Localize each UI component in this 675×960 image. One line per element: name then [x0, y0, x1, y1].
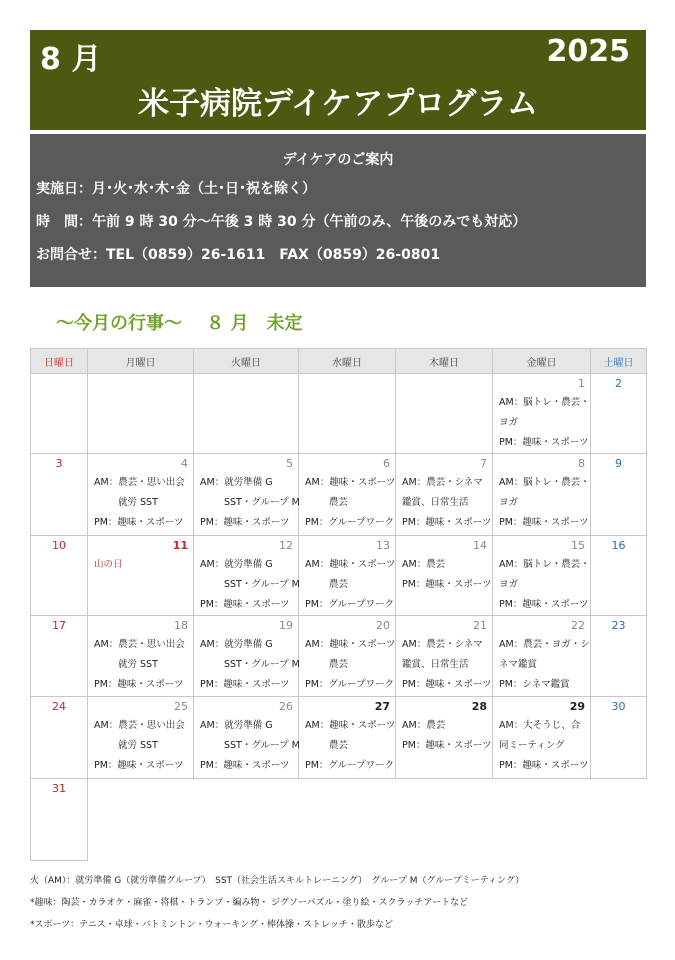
day-number: 28	[471, 700, 487, 713]
calendar-day-cell	[31, 697, 88, 779]
day-number: 31	[52, 782, 66, 795]
calendar-week-row	[31, 697, 647, 779]
day-program	[194, 553, 298, 615]
day-program	[88, 471, 193, 533]
program-line: PM：趣味・スポーツ	[200, 760, 290, 771]
calendar-day-cell	[194, 454, 299, 536]
calendar-week-row	[31, 779, 647, 861]
program-line: AM：趣味・スポーツ	[305, 720, 396, 731]
program-line: ネマ鑑賞	[499, 659, 538, 670]
program-line: AM：趣味・スポーツ	[305, 477, 396, 488]
calendar-week-row	[31, 536, 647, 616]
program-line: PM：趣味・スポーツ	[94, 760, 184, 771]
weekday-header: 金曜日	[493, 349, 591, 374]
calendar-week-row	[31, 374, 647, 454]
program-line: PM：趣味・スポーツ	[200, 517, 290, 528]
weekday-header: 日曜日	[31, 349, 88, 374]
day-number: 8	[578, 457, 585, 470]
program-line: PM：グループワーク	[305, 679, 395, 690]
program-line: AM：農芸	[402, 559, 446, 570]
program-line: SST・グループ M	[224, 579, 300, 590]
calendar-day-cell	[396, 697, 493, 779]
calendar-day-cell	[396, 536, 493, 616]
program-line: 就労 SST	[118, 497, 158, 508]
day-program	[194, 714, 298, 776]
day-number: 7	[480, 457, 487, 470]
day-number: 4	[181, 457, 188, 470]
program-line: AM：脳トレ・農芸・	[499, 477, 590, 488]
footnote-abbrev: 火（AM）：就労準備 G（就労準備グループ） SST（社会生活スキルトレーニング） グループ M（グループミーティング）	[30, 876, 525, 886]
info-panel	[30, 134, 646, 287]
weekday-header-row	[31, 349, 647, 374]
program-line: PM：趣味・スポーツ	[402, 740, 492, 751]
program-line: AM：脳トレ・農芸・	[499, 397, 590, 408]
program-line: 農芸	[329, 659, 349, 670]
day-program	[299, 471, 395, 533]
calendar-day-cell	[31, 454, 88, 536]
program-line: SST・グループ M	[224, 659, 300, 670]
program-line: PM：趣味・スポーツ	[402, 679, 492, 690]
program-line: PM：趣味・スポーツ	[499, 437, 589, 448]
holiday-label: 山の日	[94, 559, 123, 570]
program-line: 農芸	[329, 497, 349, 508]
day-number: 27	[374, 700, 390, 713]
calendar-day-cell	[31, 616, 88, 697]
program-line: 就労 SST	[118, 659, 158, 670]
day-number: 3	[55, 457, 63, 470]
program-line: AM：農芸・シネマ	[402, 477, 483, 488]
program-line: ヨガ	[499, 417, 519, 428]
day-number: 22	[571, 619, 585, 632]
day-program	[88, 714, 193, 776]
program-line: AM：農芸・シネマ	[402, 639, 483, 650]
day-program	[396, 714, 492, 756]
month-label: 8 月	[40, 42, 102, 77]
day-program	[299, 714, 395, 776]
day-program	[396, 633, 492, 695]
calendar-day-cell	[396, 374, 493, 454]
day-number: 13	[376, 539, 390, 552]
calendar-day-cell	[591, 374, 647, 454]
program-line: AM：就労準備 G	[200, 477, 273, 488]
program-line: AM：農芸・思い出会	[94, 720, 185, 731]
calendar-day-cell	[88, 374, 194, 454]
calendar-day-cell	[299, 536, 396, 616]
day-number: 6	[383, 457, 390, 470]
program-line: 就労 SST	[118, 740, 158, 751]
day-number: 1	[578, 377, 585, 390]
program-line: AM：趣味・スポーツ	[305, 639, 396, 650]
program-line: PM：趣味・スポーツ	[200, 599, 290, 610]
weekday-header: 水曜日	[299, 349, 396, 374]
program-line: PM：趣味・スポーツ	[94, 679, 184, 690]
day-program	[396, 553, 492, 595]
calendar-day-cell	[396, 616, 493, 697]
program-line: AM：農芸・思い出会	[94, 477, 185, 488]
calendar-day-cell	[299, 454, 396, 536]
calendar-day-cell	[396, 454, 493, 536]
day-program	[299, 633, 395, 695]
day-number: 21	[473, 619, 487, 632]
calendar-day-cell	[299, 616, 396, 697]
day-number: 25	[174, 700, 188, 713]
page-title: 米子病院デイケアプログラム	[138, 86, 538, 122]
monthly-events: 〜今月の行事〜 ８ 月 未定	[56, 313, 303, 334]
program-line: AM：脳トレ・農芸・	[499, 559, 590, 570]
day-number: 12	[279, 539, 293, 552]
day-number: 24	[52, 700, 66, 713]
info-days: 実施日：月･火･水･木･金（土･日･祝を除く）	[36, 181, 316, 197]
info-hours: 時 間：午前 9 時 30 分〜午後 3 時 30 分（午前のみ、午後のみでも対応）	[36, 214, 527, 230]
day-number: 29	[569, 700, 585, 713]
calendar-day-cell	[299, 374, 396, 454]
program-line: SST・グループ M	[224, 497, 300, 508]
program-line: PM：グループワーク	[305, 517, 395, 528]
calendar-day-cell	[493, 697, 591, 779]
program-line: 鑑賞、日常生活	[402, 497, 469, 508]
program-line: 鑑賞、日常生活	[402, 659, 469, 670]
calendar-table	[30, 348, 647, 861]
program-line: PM：シネマ鑑賞	[499, 679, 570, 690]
day-number: 30	[611, 700, 626, 713]
calendar-week-row	[31, 616, 647, 697]
calendar-day-cell	[31, 536, 88, 616]
day-number: 15	[571, 539, 585, 552]
day-number: 19	[279, 619, 293, 632]
day-program	[493, 553, 590, 615]
day-number: 11	[172, 539, 188, 552]
calendar-day-cell	[31, 374, 88, 454]
weekday-header: 木曜日	[396, 349, 493, 374]
day-program	[493, 391, 590, 453]
calendar-day-cell	[493, 374, 591, 454]
calendar-day-cell	[591, 616, 647, 697]
day-number: 16	[611, 539, 626, 552]
program-line: PM：趣味・スポーツ	[499, 517, 589, 528]
day-number: 10	[52, 539, 66, 552]
day-program	[493, 471, 590, 533]
day-number: 18	[174, 619, 188, 632]
calendar-day-cell	[493, 616, 591, 697]
program-line: PM：趣味・スポーツ	[499, 760, 589, 771]
weekday-header: 月曜日	[88, 349, 194, 374]
day-program	[493, 714, 590, 776]
program-line: PM：グループワーク	[305, 599, 395, 610]
calendar-day-cell	[493, 536, 591, 616]
day-program	[194, 471, 298, 533]
day-number: 9	[615, 457, 622, 470]
program-line: AM：大そうじ、合	[499, 720, 581, 731]
program-line: AM：農芸	[402, 720, 446, 731]
program-line: SST・グループ M	[224, 740, 300, 751]
program-line: ヨガ	[499, 497, 519, 508]
weekday-header: 火曜日	[194, 349, 299, 374]
header-banner	[30, 30, 646, 130]
day-program	[493, 633, 590, 695]
calendar-day-cell	[194, 374, 299, 454]
program-line: PM：趣味・スポーツ	[402, 579, 492, 590]
day-number: 20	[376, 619, 390, 632]
day-program	[299, 553, 395, 615]
calendar-day-cell	[194, 697, 299, 779]
info-contact: お問合せ：TEL（0859）26-1611 FAX（0859）26-0801	[36, 247, 441, 263]
calendar-day-cell	[88, 616, 194, 697]
program-line: AM：農芸・思い出会	[94, 639, 185, 650]
day-number: 2	[615, 377, 622, 390]
calendar-week-row	[31, 454, 647, 536]
day-number: 5	[286, 457, 293, 470]
program-line: AM：趣味・スポーツ	[305, 559, 396, 570]
program-line: 農芸	[329, 579, 349, 590]
program-line: PM：グループワーク	[305, 760, 395, 771]
day-program	[194, 633, 298, 695]
day-program	[396, 471, 492, 533]
calendar-day-cell	[299, 697, 396, 779]
year-label: 2025	[546, 34, 630, 69]
calendar-day-cell	[31, 779, 88, 861]
calendar-day-cell	[88, 536, 194, 616]
calendar-day-cell	[591, 697, 647, 779]
calendar-day-cell	[493, 454, 591, 536]
footnote-hobby: *趣味：陶芸・カラオケ・麻雀・将棋・トランプ・編み物・ ジグソーパズル・塗り絵・スクラッチアートなど	[30, 898, 469, 908]
calendar-day-cell	[591, 536, 647, 616]
program-line: PM：趣味・スポーツ	[94, 517, 184, 528]
program-line: 同ミーティング	[499, 740, 565, 751]
day-number: 26	[279, 700, 293, 713]
program-line: PM：趣味・スポーツ	[499, 599, 589, 610]
day-program	[88, 633, 193, 695]
program-line: PM：趣味・スポーツ	[200, 679, 290, 690]
program-line: 農芸	[329, 740, 349, 751]
day-number: 17	[52, 619, 66, 632]
program-line: AM：就労準備 G	[200, 720, 273, 731]
program-line: AM：農芸・ヨガ・シ	[499, 639, 590, 650]
program-line: AM：就労準備 G	[200, 559, 273, 570]
program-line: AM：就労準備 G	[200, 639, 273, 650]
weekday-header: 土曜日	[591, 349, 647, 374]
footnotes	[30, 873, 524, 939]
calendar-day-cell	[591, 454, 647, 536]
calendar-day-cell	[88, 697, 194, 779]
calendar-day-cell	[194, 536, 299, 616]
calendar-day-cell	[88, 454, 194, 536]
day-number: 14	[473, 539, 487, 552]
footnote-sports: *スポーツ：テニス・卓球・バトミントン・ウォーキング・棒体操・ストレッチ・散歩など	[30, 920, 393, 930]
program-line: PM：趣味・スポーツ	[402, 517, 492, 528]
calendar-day-cell	[194, 616, 299, 697]
day-number: 23	[611, 619, 626, 632]
info-title: デイケアのご案内	[282, 152, 394, 168]
program-line: ヨガ	[499, 579, 519, 590]
